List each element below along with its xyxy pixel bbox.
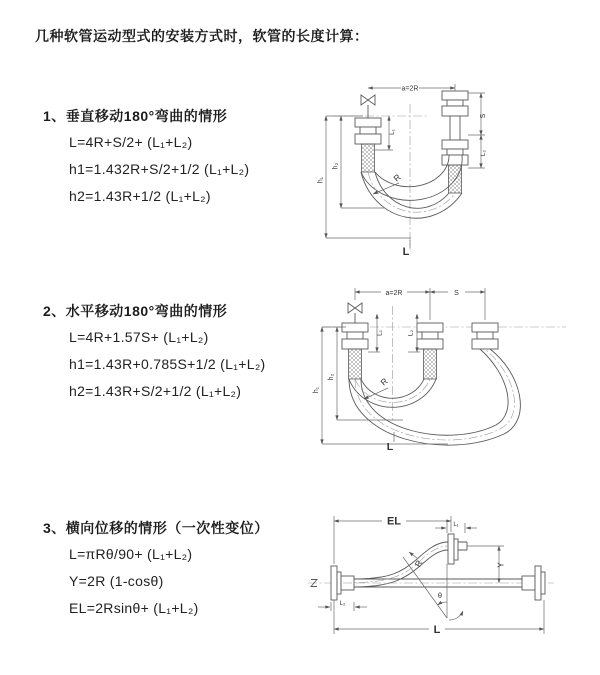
section-2-formula-h1: h1=1.43R+0.785S+1/2 (L₁+L₂) bbox=[69, 356, 266, 372]
dim-label-l1: L₁ bbox=[389, 129, 396, 135]
section-1-formula-h2: h2=1.43R+1/2 (L₁+L₂) bbox=[69, 188, 211, 204]
right-pipe-fitting bbox=[472, 323, 498, 349]
dim-label-s: S bbox=[454, 290, 459, 297]
section-1-formula-h1: h1=1.432R+S/2+1/2 (L₁+L₂) bbox=[69, 161, 250, 177]
valve-icon bbox=[348, 303, 362, 323]
section-3-formula-EL: EL=2Rsinθ+ (L₁+L₂) bbox=[69, 600, 199, 616]
braided-hose-section bbox=[424, 349, 437, 379]
upper-flange bbox=[448, 534, 467, 564]
section-3-formula-L: L=πRθ/90+ (L₁+L₂) bbox=[69, 546, 193, 562]
displaced-hose-s-curve bbox=[343, 542, 448, 587]
page-title: 几种软管运动型式的安装方式时，软管的长度计算： bbox=[35, 28, 369, 44]
dim-label-l1: L₁ bbox=[376, 330, 384, 336]
radius-label: R bbox=[412, 558, 425, 569]
diagram-vertical-movement-180-bend bbox=[313, 78, 597, 258]
section-3-heading: 3、横向位移的情形（一次性变位） bbox=[43, 520, 269, 536]
braided-hose-section bbox=[349, 349, 362, 379]
dim-label-l: L bbox=[433, 624, 441, 636]
section-2-formula-L: L=4R+1.57S+ (L₁+L₂) bbox=[69, 329, 209, 345]
section-2-formula-h2: h2=1.43R+S/2+1/2 (L₁+L₂) bbox=[69, 383, 242, 399]
valve-icon bbox=[361, 95, 375, 118]
dim-label-h2: h₂ bbox=[328, 373, 335, 381]
right-flange bbox=[522, 566, 545, 600]
dim-label-h1: h₁ bbox=[317, 176, 325, 184]
dim-label-y: Y bbox=[496, 562, 506, 568]
right-pipe-fitting bbox=[442, 91, 468, 193]
braided-hose-section bbox=[362, 144, 375, 172]
angle-construction bbox=[403, 557, 463, 620]
center-pipe-fitting bbox=[417, 323, 443, 379]
dim-label-l1: L₁ bbox=[453, 522, 459, 528]
dimension-lines bbox=[313, 288, 485, 453]
dim-label-a2r: a=2R bbox=[401, 85, 419, 93]
dim-label-a2r: a=2R bbox=[385, 290, 403, 297]
section-1-formula-L: L=4R+S/2+ (L₁+L₂) bbox=[69, 134, 193, 150]
diagram-lateral-displacement bbox=[298, 507, 600, 648]
section-2-heading: 2、水平移动180°弯曲的情形 bbox=[43, 303, 228, 319]
section-3-formula-Y: Y=2R (1-cosθ) bbox=[69, 573, 164, 589]
dim-label-h2: h₂ bbox=[332, 162, 340, 170]
dim-label-l: L bbox=[386, 441, 394, 453]
hose-u-bend bbox=[361, 155, 462, 218]
radius-label: R bbox=[391, 171, 403, 184]
dim-label-l2: L₂ bbox=[407, 329, 415, 337]
section-1-heading: 1、垂直移动180°弯曲的情形 bbox=[43, 108, 228, 124]
radius-label: R bbox=[378, 375, 390, 388]
left-pipe-fitting bbox=[355, 118, 381, 172]
dim-label-s: S bbox=[480, 113, 487, 119]
dim-label-h1: h₁ bbox=[313, 386, 320, 394]
dim-label-el: EL bbox=[386, 515, 402, 528]
left-pipe-fitting bbox=[342, 323, 368, 379]
dim-label-l2: L₂ bbox=[480, 149, 487, 157]
angle-label-theta: θ bbox=[437, 591, 443, 600]
dim-label-l2: L₂ bbox=[339, 601, 346, 607]
diagram-horizontal-movement-180-bend bbox=[308, 282, 600, 465]
dim-label-l: L bbox=[402, 246, 410, 258]
